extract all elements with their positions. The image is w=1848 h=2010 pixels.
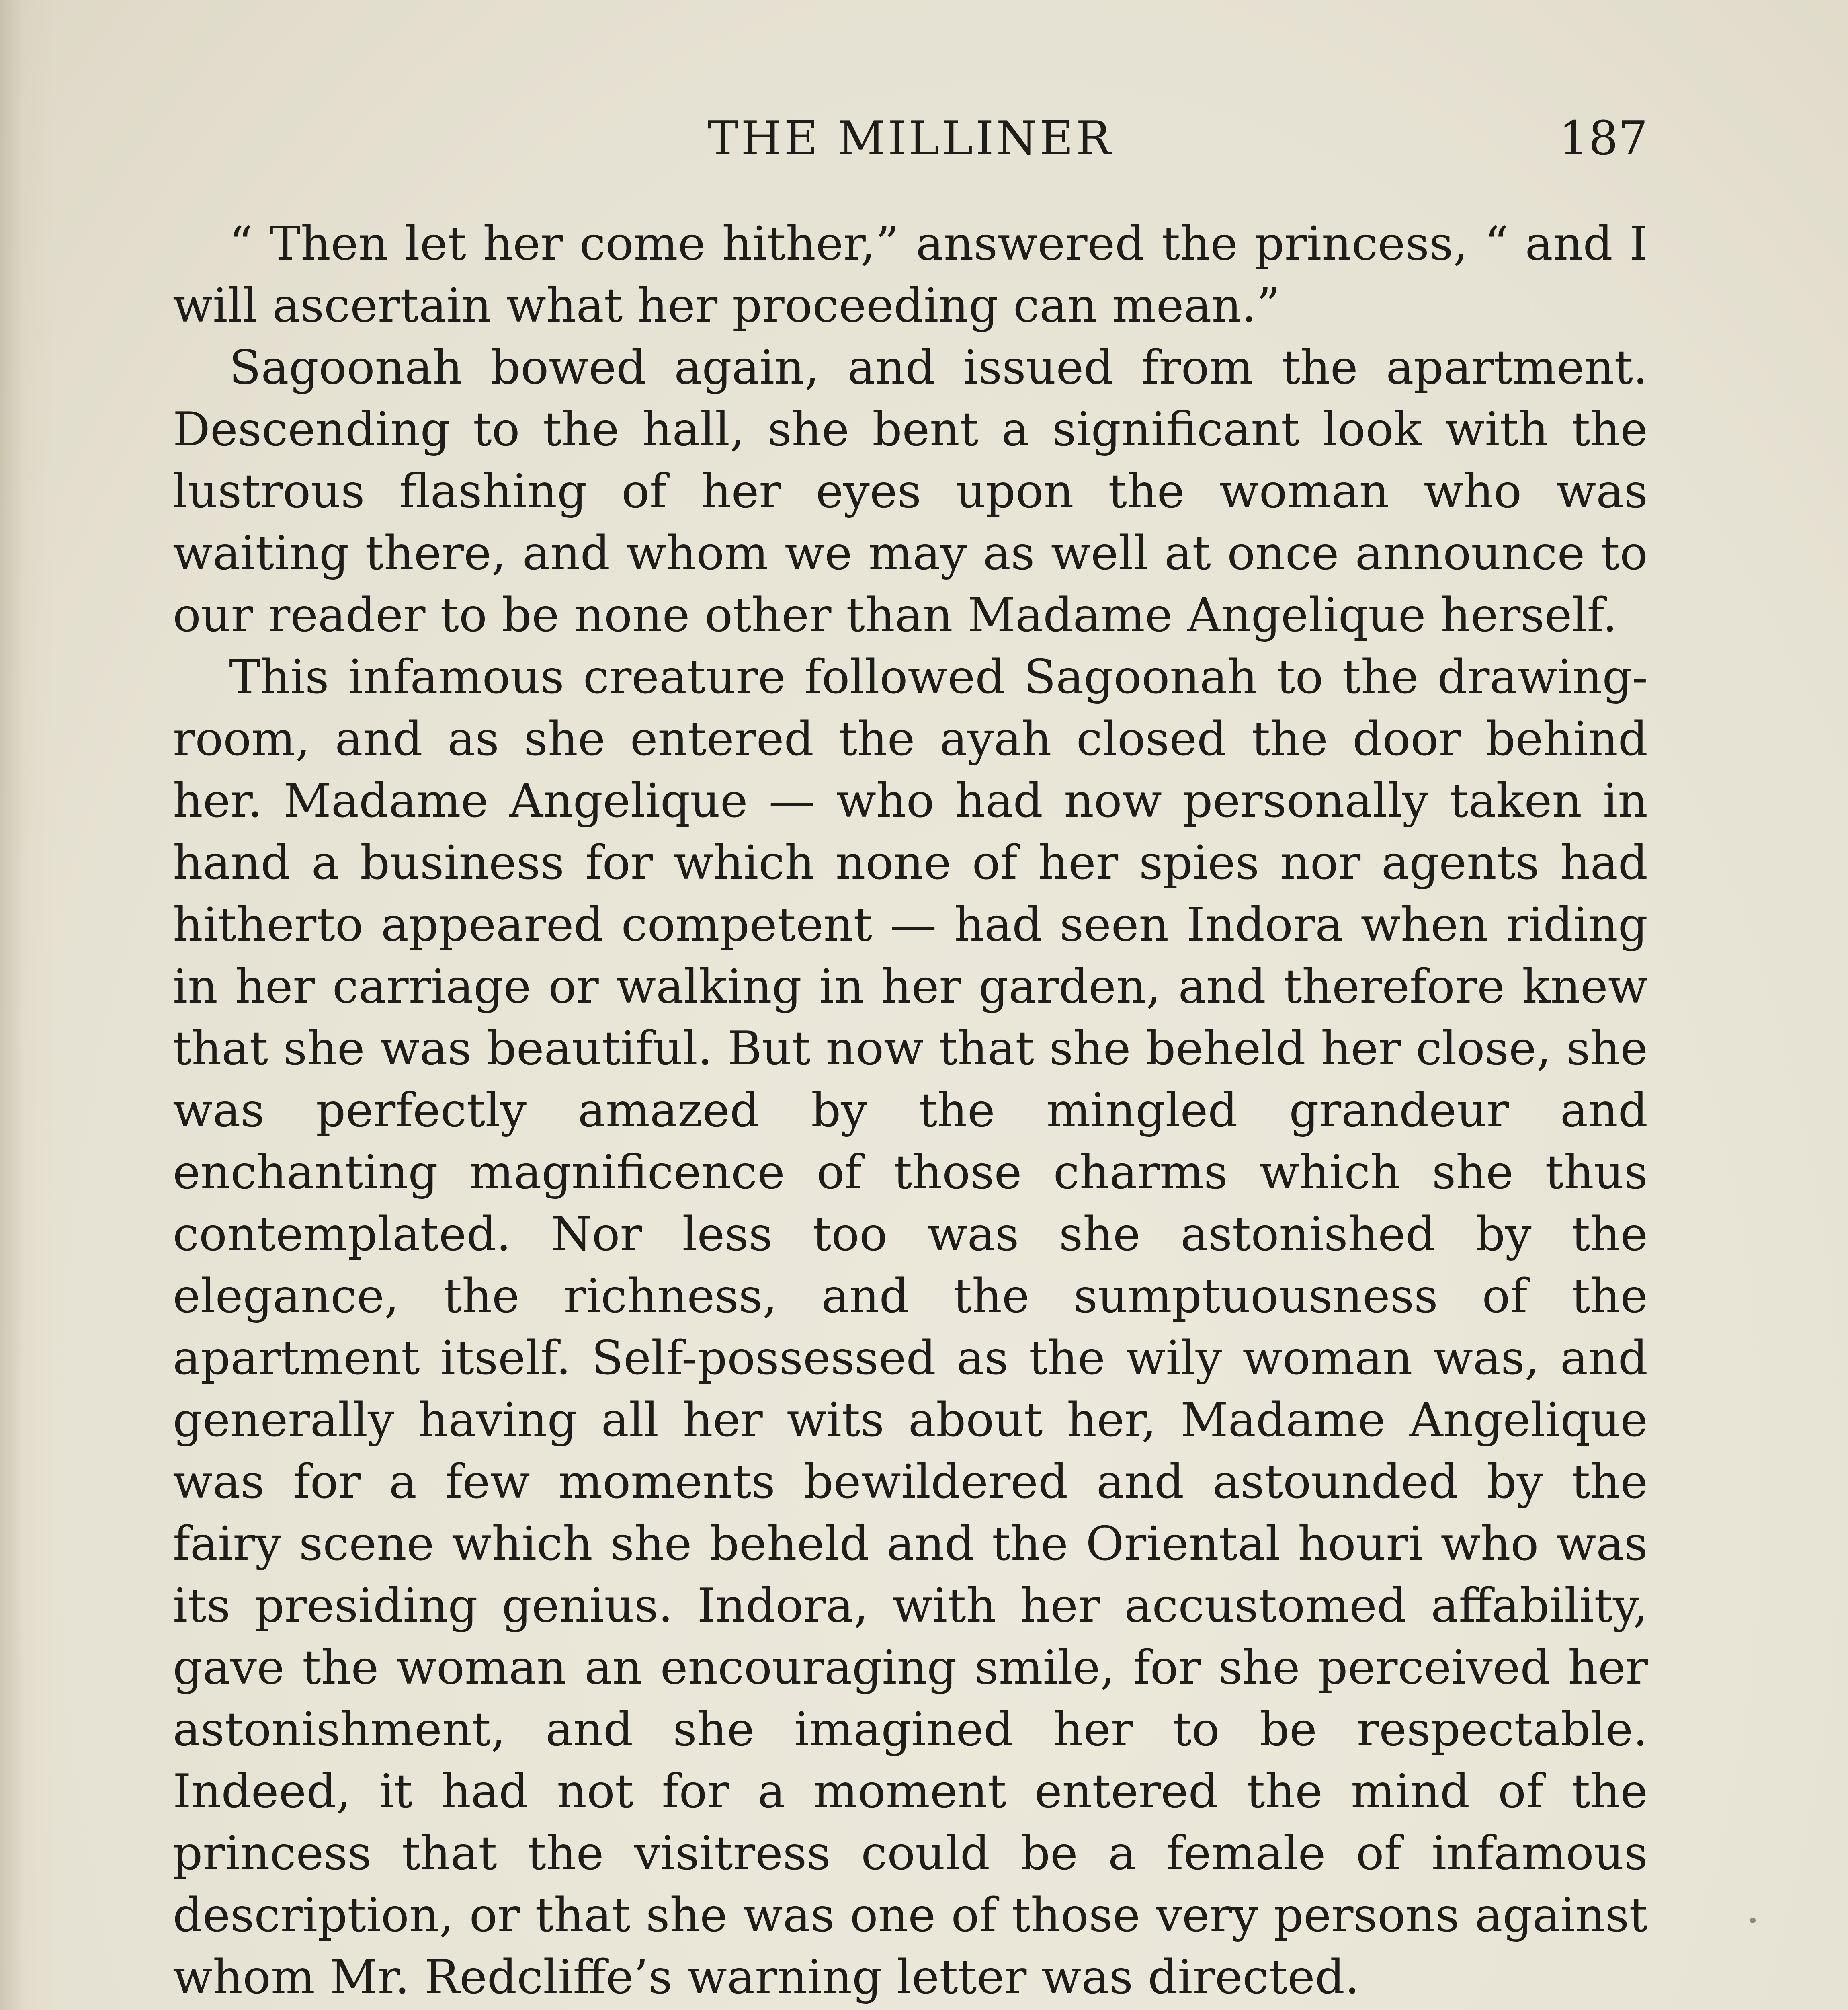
page-number: 187 — [1559, 111, 1648, 166]
paragraph: This infamous creature followed Sagoonah to the drawing-room, and as she entered the ayah closed the door behind her. Madame Angelique — who had now personally taken in hand a business for which none of her spies nor agents had hitherto appeared competent — had seen Indora when riding in her carriage or walking in her garden, and therefore knew that she was beautiful. But now that she beheld her close, she was perfectly amazed by the mingled grandeur and enchanting magnificence of those charms which she thus contemplated. Nor less too was she astonished by the elegance, the richness, and the sumptuousness of the apartment itself. Self-possessed as the wily woman was, and generally having all her wits about her, Madame Angelique was for a few moments bewildered and astounded by the fairy scene which she beheld and the Oriental houri who was its presiding genius. Indora, with her accustomed affability, gave the woman an encouraging smile, for she perceived her astonishment, and she imagined her to be respectable. Indeed, it had not for a moment entered the mind of the princess that the visitress could be a female of infamous description, or that she was one of those very persons against whom Mr. Redcliffe’s warning letter was directed. — [173, 650, 1648, 2004]
body-text — [173, 213, 1648, 2010]
paragraph — [173, 2008, 1648, 2010]
paragraph: Sagoonah bowed again, and issued from the apartment. Descending to the hall, she bent a significant look with the lustrous flashing of her eyes upon the woman who was waiting there, and whom we may as well at once announce to our reader to be none other than Madame Angelique herself. — [173, 340, 1648, 642]
paper-speck — [1750, 1918, 1756, 1923]
running-header — [173, 107, 1648, 171]
running-title: THE MILLINER — [707, 111, 1114, 166]
paragraph: “ Then let her come hither,” answered the princess, “ and I will ascertain what her proceeding can mean.” — [173, 217, 1648, 333]
